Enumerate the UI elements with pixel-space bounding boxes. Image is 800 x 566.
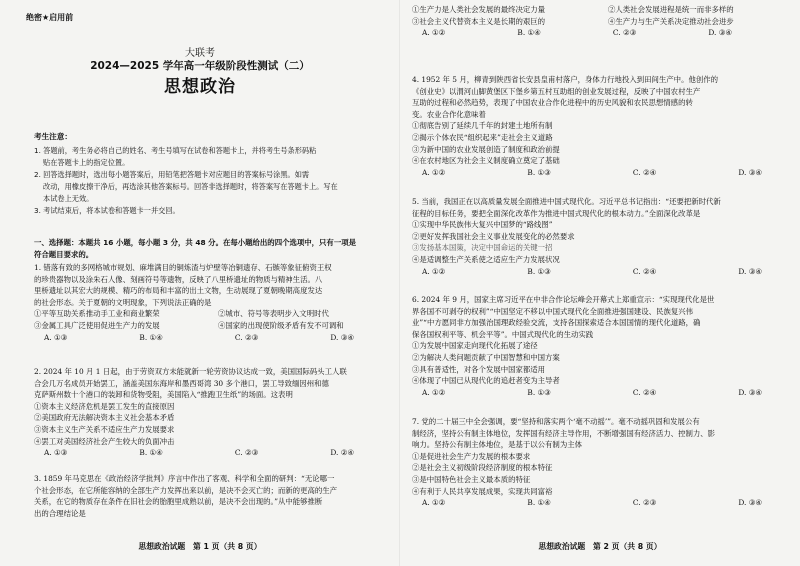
option: ②人类社会发展进程是统一而非多样的 [608, 5, 734, 14]
subject-title: 思想政治 [164, 77, 236, 97]
option: ③金属工具广泛使用促进生产力的发展 [34, 320, 160, 330]
answer-choices: A. ①② B. ①③ C. ②④ D. ③④ [422, 387, 762, 397]
notice-line: 改动，用橡皮擦干净后，再选涂其他答案标号。回答非选择题时，将答案写在答题卡上。写在 [43, 182, 338, 191]
notice-line: 1. 答题前，考生务必将自己的姓名、考生号填写在试卷和答题卡上，并将考生号条形码粘 [34, 146, 317, 155]
option: ①彻底告别了延续几千年的封建土地所有制 [412, 121, 553, 131]
answer-choices: A. ①③ B. ①④ C. ②③ D. ③④ [44, 332, 354, 342]
answer-choices: A. ①② B. ①④ C. ②③ D. ③④ [422, 498, 762, 508]
option: ①为发展中国家走向现代化拓展了途径 [412, 341, 538, 351]
question-5: 5. 当前，我国正在以高质量发展全面推进中国式现代化。习近平总书记指出：“还要把新时代新 征程的目标任务，要把全面深化改革作为推进中国式现代化的根本动力。”全面深化改革是 ①实现中华民族伟大复兴中国梦的“路线图” ②更好发挥我国社会主义事业发展变化的必然要求 ③发扬基本国策，决定中国命运的关键一招 ④是适调整生产关系使之适应生产力发展状况 A. ①② B. ①③ C. ②④ D. ③④ [412, 196, 788, 277]
answer-choices: A. ①② B. ①④ C. ②③ D. ③④ [422, 28, 732, 38]
page-footer-1: 思想政治试题 第 1 页（共 8 页） [138, 542, 262, 551]
question-3: 3. 1859 年马克思在《政治经济学批判》序言中作出了客观、科学和全面的研判：“无论哪一 个社会形态，在它所能容纳的全部生产力发挥出来以前，是决不会灭亡的；而新的更高的生产 关系，在它的物质存在条件在旧社会的胎胞里成熟以前，是决不会出现的。”从中能够推断 出的合理结论是 [34, 474, 338, 518]
question-7: 7. 党的二十届三中全会强调，要“坚持和落实两个‘毫不动摇’”。毫不动摇巩固和发展公有 制经济，坚持公有制主体地位，发挥国有经济主导作用，不断增强国有经济活力、控制力、影 响力。坚持公有制主体地位，是基于以公有制为主体 ①是促进社会生产力发展的根本要求 ②是社会主义初级阶段经济制度的根本特征 ③是中国特色社会主义最本质的特征 ④有利于人民共享发展成果，实现共同富裕 A. ①② B. ①④ C. ②③ D. ③④ [412, 416, 788, 509]
option: ④是适调整生产关系使之适应生产力发展状况 [412, 254, 560, 264]
option: ③发扬基本国策，决定中国命运的关键一招 [412, 243, 553, 253]
option: ②城市、符号等表明步入文明时代 [218, 309, 329, 319]
notice-line: 2. 回答选择题时，选出每小题答案后，用铅笔把答题卡对应题目的答案标号涂黑。如需 [34, 170, 310, 179]
answer-choices: A. ①③ B. ①④ C. ②③ D. ②④ [44, 448, 354, 458]
option: ③社会主义代替资本主义是长期的艰巨的 [412, 16, 546, 26]
answer-choices: A. ①② B. ①③ C. ②④ D. ③④ [422, 266, 762, 276]
section-heading: 一、选择题：本题共 16 小题，每小题 3 分，共 48 分。在每小题给出的四个选项中，只有一项是 符合题目要求的。 [34, 238, 356, 259]
option: ④体现了中国已从现代化的追赶者变为主导者 [412, 376, 560, 386]
option: ④国家的出现使阶级矛盾有发不可调和 [218, 320, 344, 330]
page-footer-2: 思想政治试题 第 2 页（共 8 页） [538, 542, 662, 551]
option: ③是中国特色社会主义最本质的特征 [412, 474, 531, 484]
option: ④有利于人民共享发展成果，实现共同富裕 [412, 486, 553, 496]
exam-name: 2024—2025 学年高一年级阶段性测试（二） [90, 60, 310, 72]
question-6: 6. 2024 年 9 月，国家主席习近平在中非合作论坛峰会开幕式上郑重宣示：“实现现代化是世 界各国不可剥夺的权利”“中国坚定不移以中国式现代化全面推进强国建设、民族复兴伟 业”“中方愿同非方加强治国理政经验交流，支持各国探索适合本国国情的现代化道路，确 保各国权利平等、机会平等”。中国式现代化的生动实践 ①为发展中国家走向现代化拓展了途径 ②为解决人类问题贡献了中国智慧和中国方案 ③具有普适性，对各个发展中国家都适用 ④体现了中国已从现代化的追赶者变为主导者 A. ①② B. ①③ C. ②④ D. ③④ [412, 294, 788, 398]
notice-list [34, 145, 389, 217]
option: ①平等互助关系推动手工业和商业繁荣 [34, 309, 160, 319]
option: ①是促进社会生产力发展的根本要求 [412, 451, 531, 461]
notice-heading: 考生注意： [34, 132, 72, 141]
option: ③资本主义生产关系不适应生产力发展要求 [34, 424, 175, 434]
question-2: 2. 2024 年 10 月 1 日起，由于劳资双方未能就新一轮劳资协议达成一致，美国国际码头工人联 合会几万名成员开始罢工，涵盖美国东海岸和墨西哥湾 30 多个港口，罢工导致缅因州和德 克萨斯州数十个港口的装卸和货物受阻，美国陷入“推跑卫生纸”的场面。这表明 ①资本主义经济危机是罢工发生的直接原因 ②美国政府无法解决资本主义社会基本矛盾 ③资本主义生产关系不适应生产力发展要求 ④罢工对美国经济社会产生较大的负面冲击 A. ①③ B. ①④ C. ②③ D. ②④ [34, 366, 390, 459]
question-3-options [412, 4, 788, 39]
notice-line: 贴在答题卡上的指定位置。 [43, 158, 130, 167]
option: ④在农村地区为社会主义制度确立奠定了基础 [412, 156, 560, 166]
answer-choices: A. ①② B. ①③ C. ②④ D. ③④ [422, 167, 762, 177]
option: ①生产力是人类社会发展的最终决定力量 [412, 5, 546, 14]
option: ②为解决人类问题贡献了中国智慧和中国方案 [412, 352, 560, 362]
question-1: 1. 错落有致的多网格城市规划、麻堆满目的铜炼渣与炉壁等冶铜遗存、石镞等象征俯资王权 的珍贵器物以及涂朱石人像、刻画符号等遗物，反映了八里桥遗址的物质与精神生活。八 里桥遗址以其宏大的规模、精巧的布局和丰富的出土文物，生动展现了夏朝晚期高度发达 的社会形态。关于夏朝的文明现象，下列说法正确的是 ①平等互助关系推动手工业和商业繁荣 ②城市、符号等表明步入文明时代 ③金属工具广泛使用促进生产力的发展 ④国家的出现使阶级矛盾有发不可调和 A. ①③ B. ①④ C. ②③ D. ③④ [34, 262, 390, 343]
notice-line: 本试卷上无效。 [43, 194, 94, 203]
option: ①实现中华民族伟大复兴中国梦的“路线图” [412, 220, 553, 230]
option: ①资本主义经济危机是罢工发生的直接原因 [34, 401, 175, 411]
option: ②更好发挥我国社会主义事业发展变化的必然要求 [412, 231, 575, 241]
option: ③具有普适性，对各个发展中国家都适用 [412, 364, 546, 374]
option: ④罢工对美国经济社会产生较大的负面冲击 [34, 436, 175, 446]
option: ②是社会主义初级阶段经济制度的根本特征 [412, 463, 553, 473]
option: ②美国政府无法解决资本主义社会基本矛盾 [34, 413, 175, 423]
question-4: 4. 1952 年 5 月，柳青到陕西省长安县皇甫村落户，身体力行地投入到田间生产中。他创作的 《创业史》以渭河山脚黄堡区下堡乡第五村互助组的创业发展过程，反映了中国农村生产 互助的过程和必然趋势，表现了中国农业合作化进程中的历史风貌和农民思想情感的转 变。农业合作化意味着 ①彻底告别了延续几千年的封建土地所有制 ②揭示个体农民“组织起来”走社会主义道路 ③为新中国的农业发展创造了制度和政治前提 ④在农村地区为社会主义制度确立奠定了基础 A. ①② B. ①③ C. ②④ D. ③④ [412, 74, 788, 178]
option: ④生产力与生产关系决定推动社会进步 [608, 16, 734, 26]
option: ②揭示个体农民“组织起来”走社会主义道路 [412, 132, 553, 142]
option: ③为新中国的农业发展创造了制度和政治前提 [412, 144, 560, 154]
notice-line: 3. 考试结束后，将本试卷和答题卡一并交回。 [34, 206, 180, 215]
secret-label: 绝密★启用前 [26, 13, 74, 22]
exam-org: 大联考 [185, 48, 215, 59]
